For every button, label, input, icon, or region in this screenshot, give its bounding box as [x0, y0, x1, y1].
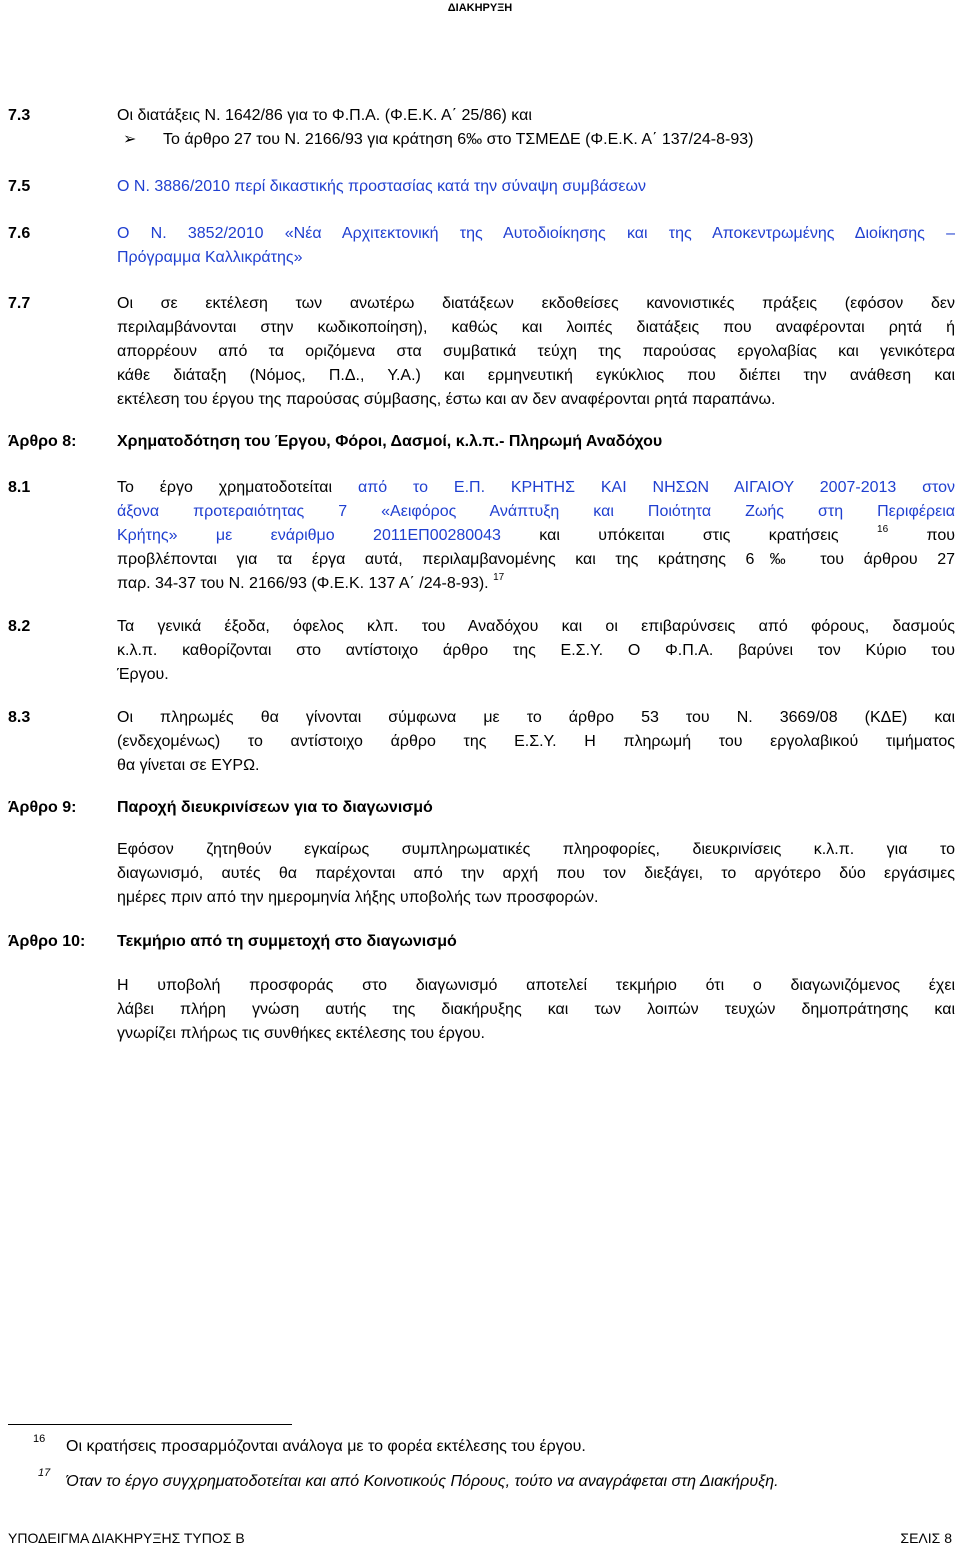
section-7-6-line-1: Ο Ν. 3852/2010 «Νέα Αρχιτεκτονική της Αυτοδιοίκησης και της Αποκεντρωμένης Διοίκησης – [117, 225, 955, 242]
section-8-1-l5-text: παρ. 34-37 του Ν. 2166/93 (Φ.Ε.Κ. 137 Α΄ /24-8-93). [117, 575, 489, 592]
article-10-line: λάβει πλήρη γνώση αυτής της διακήρυξης και των λοιπών τευχών δημοπράτησης και [117, 1001, 955, 1018]
article-9-title: Παροχή διευκρινίσεων για το διαγωνισμό [117, 799, 433, 816]
section-8-1-l3-end: που [926, 527, 955, 544]
footnote-16-text: Οι κρατήσεις προσαρμόζονται ανάλογα με το φορέα εκτέλεσης του έργου. [66, 1438, 586, 1455]
section-7-3-line-1: Οι διατάξεις Ν. 1642/86 για το Φ.Π.Α. (Φ.Ε.Κ. Α΄ 25/86) και [117, 107, 532, 124]
article-9-line: ημέρες πριν από την ημερομηνία λήξης υποβολής των προσφορών. [117, 889, 599, 906]
section-8-3-line: θα γίνεται σε ΕΥΡΩ. [117, 757, 260, 774]
section-7-6-text [117, 222, 955, 270]
section-number-7-7: 7.7 [8, 295, 31, 312]
footnote-16-number: 16 [33, 1433, 46, 1445]
article-8-label: Άρθρο 8: [8, 433, 77, 450]
section-8-1-line-2: άξονα προτεραιότητας 7 «Αειφόρος Ανάπτυξη και Ποιότητα Ζωής στη Περιφέρεια [117, 503, 955, 520]
footnote-ref-16: 16 [877, 523, 889, 535]
article-9-line: Εφόσον ζητηθούν εγκαίρως συμπληρωματικές πληροφορίες, διευκρινίσεις κ.λ.π. για το [117, 841, 955, 858]
section-7-7-line: Οι σε εκτέλεση των ανωτέρω διατάξεων εκδοθείσες κανονιστικές πράξεις (εφόσον δεν [117, 295, 955, 312]
section-8-1-line-1 [117, 476, 955, 500]
article-10-line: Η υποβολή προσφοράς στο διαγωνισμό αποτελεί τεκμήριο ότι ο διαγωνιζόμενος έχει [117, 977, 955, 994]
section-8-1-l1-blue: από το Ε.Π. ΚΡΗΤΗΣ ΚΑΙ ΝΗΣΩΝ ΑΙΓΑΙΟΥ 2007-2013 στον [358, 479, 956, 496]
section-8-2-line: Τα γενικά έξοδα, όφελος κλπ. του Αναδόχου και οι επιβαρύνσεις από φόρους, δασμούς [117, 618, 955, 635]
article-9-text [117, 838, 955, 910]
arrow-bullet-icon: ➢ [123, 131, 137, 148]
section-7-7-line: κάθε διάταξη (Νόμος, Π.Δ., Υ.Α.) και ερμηνευτική εγκύκλιος που διέπει την ανάθεση και [117, 367, 955, 384]
section-number-8-2: 8.2 [8, 618, 31, 635]
section-8-1-l1-black: Το έργο χρηματοδοτείται [117, 479, 333, 496]
footer-document-type: ΥΠΟΔΕΙΓΜΑ ΔΙΑΚΗΡΥΞΗΣ ΤΥΠΟΣ Β [8, 1530, 245, 1546]
section-7-7-line: περιλαμβάνονται στην κωδικοποίηση), καθώς και λοιπές διατάξεις που αναφέρονται ρητά ή [117, 319, 955, 336]
section-8-1-line-5 [117, 572, 955, 596]
article-10-text [117, 974, 955, 1046]
section-8-1-l3-black: και υπόκειται στις κρατήσεις [539, 527, 839, 544]
footnote-17-number: 17 [38, 1467, 51, 1479]
section-7-7-line: εκτέλεση του έργου της παρούσας σύμβασης, έστω και αν δεν αναφέρονται ρητά παραπάνω. [117, 391, 776, 408]
section-7-6-line-2: Πρόγραμμα Καλλικράτης» [117, 249, 303, 266]
section-8-1-text [117, 476, 955, 596]
footnote-17-text: Όταν το έργο συγχρηματοδοτείται και από Κοινοτικούς Πόρους, τούτο να αναγράφεται στη Διακήρυξη. [66, 1473, 779, 1490]
section-8-3-line: (ενδεχομένως) το αντίστοιχο άρθρο της Ε.Σ.Υ. Η πληρωμή του εργολαβικού τιμήματος [117, 733, 955, 750]
section-number-8-1: 8.1 [8, 479, 31, 496]
section-number-7-3: 7.3 [8, 107, 31, 124]
footnote-ref-17: 17 [493, 571, 505, 583]
footer-page-number: ΣΕΛΙΣ 8 [900, 1530, 952, 1546]
article-8-title: Χρηματοδότηση του Έργου, Φόροι, Δασμοί, κ.λ.π.- Πληρωμή Αναδόχου [117, 433, 663, 450]
section-8-3-text [117, 706, 955, 778]
article-10-line: γνωρίζει πλήρως τις συνθήκες εκτέλεσης του έργου. [117, 1025, 485, 1042]
article-9-label: Άρθρο 9: [8, 799, 77, 816]
section-8-2-line: Έργου. [117, 666, 169, 683]
section-7-3-line-2: Το άρθρο 27 του Ν. 2166/93 για κράτηση 6‰ στο ΤΣΜΕΔΕ (Φ.Ε.Κ. Α΄ 137/24-8-93) [163, 131, 754, 148]
section-8-1-line-4: προβλέπονται για τα έργα αυτά, περιλαμβανομένης και της κράτησης 6‰ του άρθρου 27 [117, 551, 955, 568]
section-number-8-3: 8.3 [8, 709, 31, 726]
section-8-3-line: Οι πληρωμές θα γίνονται σύμφωνα με το άρθρο 53 του Ν. 3669/08 (ΚΔΕ) και [117, 709, 955, 726]
article-10-title: Τεκμήριο από τη συμμετοχή στο διαγωνισμό [117, 933, 457, 950]
section-8-1-l3-blue: Κρήτης» με ενάριθμο 2011ΕΠ00280043 [117, 527, 501, 544]
section-7-7-line: απορρέουν από τα οριζόμενα στα συμβατικά τεύχη της παρούσας εργολαβίας και γενικότερα [117, 343, 955, 360]
article-10-label: Άρθρο 10: [8, 933, 86, 950]
section-8-2-text [117, 615, 955, 687]
footnote-separator [8, 1424, 292, 1425]
section-7-5-text: Ο Ν. 3886/2010 περί δικαστικής προστασίας κατά την σύναψη συμβάσεων [117, 178, 647, 195]
section-number-7-6: 7.6 [8, 225, 31, 242]
section-8-2-line: κ.λ.π. καθορίζονται στο αντίστοιχο άρθρο της Ε.Σ.Υ. Ο Φ.Π.Α. βαρύνει τον Κύριο του [117, 642, 955, 659]
page-header-title: ΔΙΑΚΗΡΥΞΗ [447, 2, 513, 14]
section-7-7-text [117, 292, 955, 412]
section-number-7-5: 7.5 [8, 178, 31, 195]
article-9-line: διαγωνισμό, αυτές θα παρέχονται από την αρχή που τον διεξάγει, το αργότερο δύο εργάσιμες [117, 865, 955, 882]
section-8-1-line-3 [117, 524, 955, 548]
